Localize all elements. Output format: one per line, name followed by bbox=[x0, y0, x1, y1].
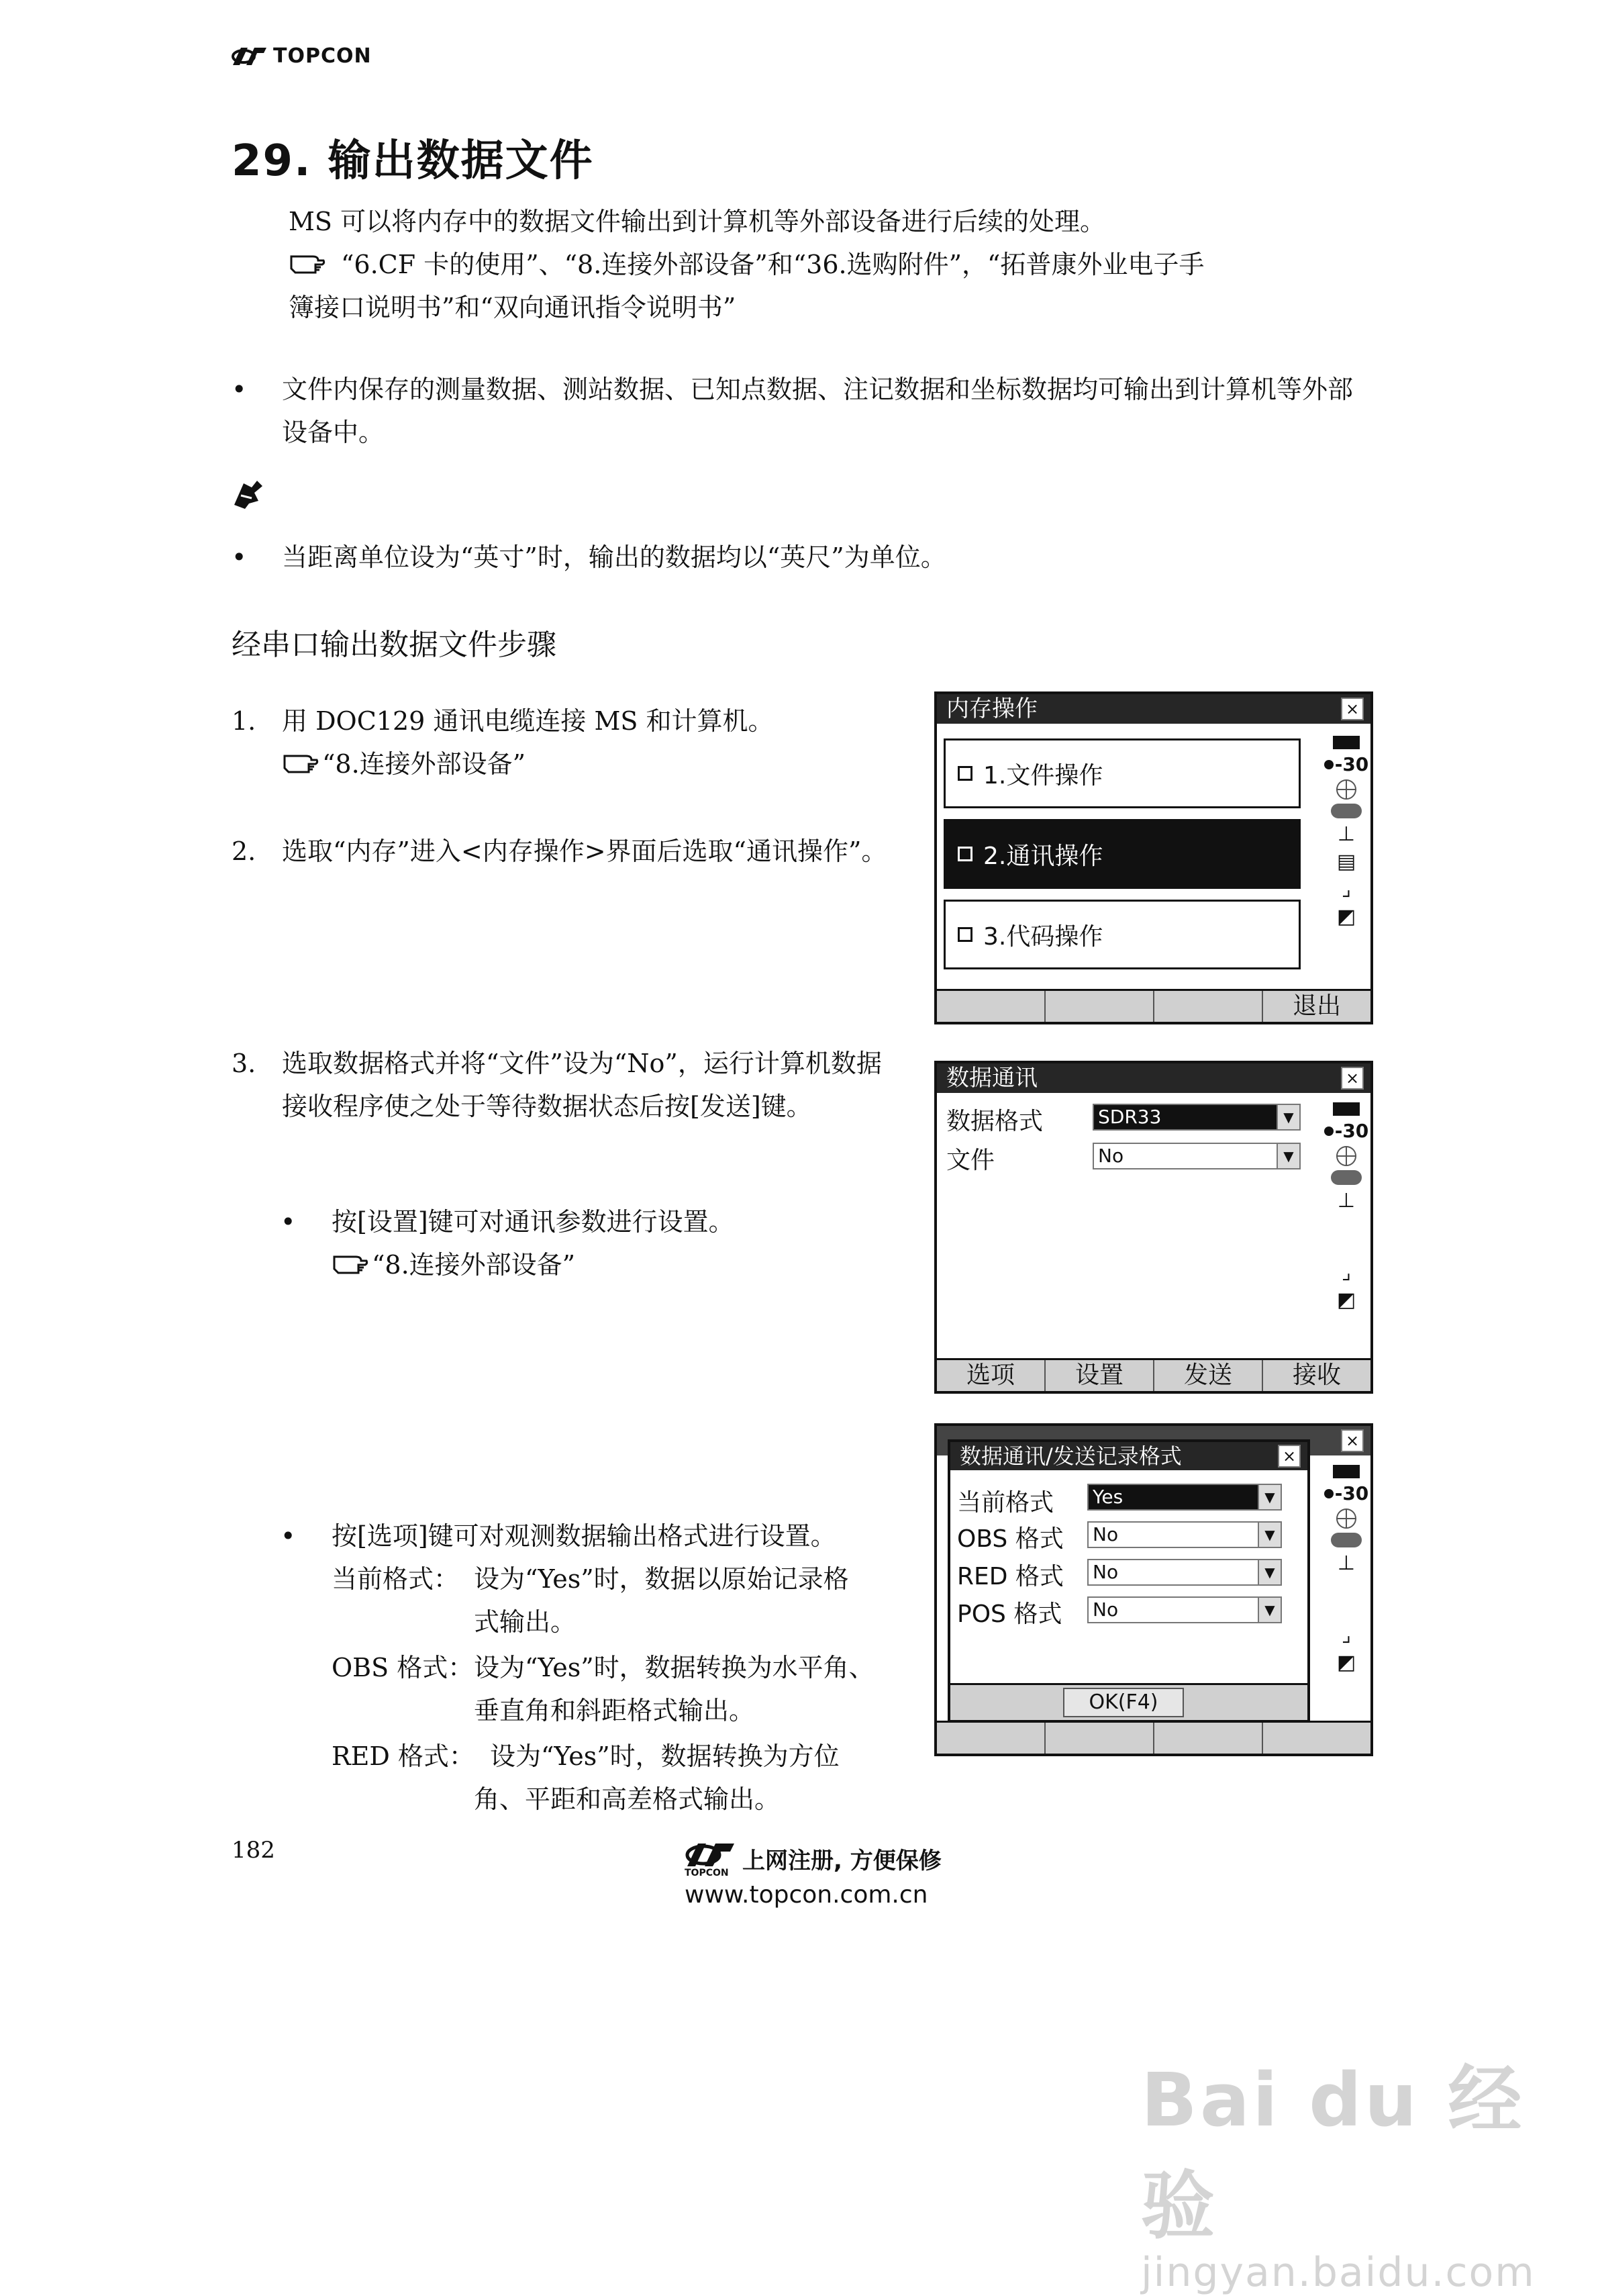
pointing-hand-icon bbox=[332, 1253, 369, 1277]
sub-bullet-line: 按[设置]键可对通讯参数进行设置。 bbox=[332, 1207, 734, 1237]
memory-icon: ⌟ bbox=[1341, 1623, 1352, 1647]
red-format-select[interactable]: No ▼ bbox=[1087, 1559, 1282, 1586]
format-label: 当前格式： bbox=[332, 1564, 460, 1594]
plummet-icon: ⊥ bbox=[1337, 1551, 1356, 1575]
options-softkey[interactable]: 选项 bbox=[937, 1360, 1046, 1391]
settings-softkey[interactable]: 设置 bbox=[1046, 1360, 1154, 1391]
intro-line: MS 可以将内存中的数据文件输出到计算机等外部设备进行后续的处理。 bbox=[289, 207, 1106, 236]
laser-icon bbox=[1331, 1170, 1362, 1185]
bullet-dot: • bbox=[281, 1207, 296, 1237]
format-label: OBS 格式： bbox=[332, 1653, 474, 1682]
bullet-dot: • bbox=[232, 542, 247, 572]
dialog-title: 数据通讯/发送记录格式 bbox=[960, 1443, 1182, 1469]
close-button[interactable]: × bbox=[1341, 698, 1364, 720]
pointing-hand-icon bbox=[289, 252, 326, 277]
step-reference bbox=[282, 743, 899, 785]
send-softkey[interactable]: 发送 bbox=[1154, 1360, 1263, 1391]
page-number: 182 bbox=[232, 1837, 275, 1864]
chevron-down-icon: ▼ bbox=[1258, 1485, 1281, 1509]
format-desc: 设为“Yes”时，数据以原始记录格 bbox=[474, 1564, 849, 1594]
bullet-text: 文件内保存的测量数据、测站数据、已知点数据、注记数据和坐标数据均可输出到计算机等外部设备中。 bbox=[282, 375, 1354, 447]
status-bar bbox=[1326, 1102, 1369, 1312]
softkey-f2[interactable] bbox=[1046, 991, 1154, 1022]
channel-indicator: -30 bbox=[1324, 1120, 1369, 1142]
signal-icon: ◩ bbox=[1336, 1288, 1356, 1312]
softkey-f2[interactable] bbox=[1046, 1723, 1154, 1754]
format-desc: 垂直角和斜距格式输出。 bbox=[474, 1696, 755, 1725]
laser-icon bbox=[1331, 804, 1362, 818]
channel-indicator: -30 bbox=[1324, 753, 1369, 775]
bullet-dot: • bbox=[232, 375, 247, 404]
format-dialog bbox=[948, 1439, 1310, 1723]
obs-format-select[interactable]: No ▼ bbox=[1087, 1521, 1282, 1548]
pointing-hand-icon bbox=[282, 752, 319, 776]
step-number: 1. bbox=[232, 706, 256, 736]
sub-bullet-text: 按[选项]键可对观测数据输出格式进行设置。 bbox=[332, 1521, 836, 1551]
file-label: 文件 bbox=[946, 1147, 995, 1174]
topcon-logo-text: TOPCON bbox=[273, 44, 372, 68]
memory-menu-screen bbox=[934, 691, 1373, 1024]
dialog-close-button[interactable]: × bbox=[1278, 1445, 1301, 1468]
softkey-bar bbox=[937, 1721, 1370, 1754]
screen-title: 内存操作 bbox=[946, 696, 1038, 722]
softkey-bar bbox=[937, 1358, 1370, 1391]
watermark-sub: jingyan.baidu.com bbox=[1141, 2249, 1536, 2296]
status-bar bbox=[1326, 1465, 1369, 1674]
softkey-f3[interactable] bbox=[1154, 1723, 1263, 1754]
softkey-f1[interactable] bbox=[937, 991, 1046, 1022]
step-number: 2. bbox=[232, 836, 256, 866]
signal-icon: ◩ bbox=[1336, 1651, 1356, 1674]
chevron-down-icon: ▼ bbox=[1258, 1598, 1281, 1622]
footer-slogan: 上网注册, 方便保修 bbox=[742, 1847, 942, 1874]
receive-softkey[interactable]: 接收 bbox=[1292, 1361, 1341, 1389]
obs-format-label: OBS 格式 bbox=[957, 1525, 1064, 1553]
reference-line bbox=[289, 243, 1376, 286]
list-icon bbox=[958, 927, 972, 942]
red-format-label: RED 格式 bbox=[957, 1563, 1064, 1590]
format-label: RED 格式： bbox=[332, 1741, 475, 1771]
screen-title: 数据通讯 bbox=[946, 1065, 1038, 1092]
format-desc: 角、平距和高差格式输出。 bbox=[474, 1784, 781, 1814]
pos-format-select[interactable]: No ▼ bbox=[1087, 1596, 1282, 1623]
watermark-main: Bai du 经验 bbox=[1141, 2057, 1525, 2249]
bullet-dot: • bbox=[281, 1521, 296, 1551]
file-select[interactable]: No ▼ bbox=[1093, 1143, 1301, 1169]
battery-icon bbox=[1333, 1102, 1360, 1116]
topcon-logo bbox=[232, 44, 372, 68]
menu-item-label: 3.代码操作 bbox=[983, 922, 1103, 951]
page-title: 29. 输出数据文件 bbox=[232, 136, 594, 186]
format-desc: 设为“Yes”时，数据转换为水平角、 bbox=[474, 1653, 875, 1682]
memory-icon: ⌟ bbox=[1341, 877, 1352, 901]
chevron-down-icon: ▼ bbox=[1277, 1144, 1299, 1168]
tilt-icon bbox=[1336, 779, 1356, 800]
step-text: 选取“内存”进入<内存操作>界面后选取“通讯操作”。 bbox=[282, 836, 887, 866]
menu-item-comm[interactable] bbox=[944, 819, 1301, 889]
exit-softkey[interactable]: 退出 bbox=[1292, 992, 1341, 1020]
battery-icon bbox=[1333, 736, 1360, 749]
bullet-text: 当距离单位设为“英寸”时，输出的数据均以“英尺”为单位。 bbox=[282, 542, 946, 572]
record-format-screen bbox=[934, 1423, 1373, 1756]
footer-brand: TOPCON bbox=[685, 1868, 729, 1878]
intro bbox=[289, 200, 1376, 329]
reference-text: “6.CF 卡的使用”、“8.连接外部设备”和“36.选购附件”，“拓普康外业电子手 bbox=[341, 250, 1205, 279]
memory-icon: ⌟ bbox=[1341, 1261, 1352, 1284]
data-comm-screen bbox=[934, 1061, 1373, 1394]
step-text bbox=[282, 700, 899, 785]
chevron-down-icon: ▼ bbox=[1277, 1105, 1299, 1129]
step-number: 3. bbox=[232, 1049, 256, 1078]
menu-item-code[interactable] bbox=[944, 900, 1301, 969]
dialog-titlebar bbox=[950, 1442, 1307, 1470]
tilt-icon bbox=[1336, 1146, 1356, 1166]
laser-icon bbox=[1331, 1533, 1362, 1547]
battery-icon bbox=[1333, 1465, 1360, 1478]
screen-titlebar bbox=[937, 1063, 1370, 1093]
folder-icon bbox=[958, 766, 972, 781]
section-title: 经串口输出数据文件步骤 bbox=[232, 628, 556, 662]
data-format-label: 数据格式 bbox=[946, 1108, 1044, 1135]
softkey-f4[interactable] bbox=[1263, 1723, 1370, 1754]
footer bbox=[685, 1839, 942, 1909]
plummet-icon: ⊥ bbox=[1337, 1189, 1356, 1212]
data-format-select[interactable]: SDR33 ▼ bbox=[1093, 1104, 1301, 1131]
current-format-label: 当前格式 bbox=[957, 1489, 1054, 1517]
tilt-icon bbox=[1336, 1509, 1356, 1529]
close-button[interactable]: × bbox=[1341, 1067, 1364, 1090]
softkey-f1[interactable] bbox=[937, 1723, 1046, 1754]
ok-button[interactable]: OK(F4) bbox=[1063, 1688, 1184, 1717]
menu-item-label: 2.通讯操作 bbox=[983, 842, 1103, 870]
topcon-logo-icon bbox=[232, 45, 268, 68]
sub-bullet-text bbox=[332, 1200, 909, 1286]
signal-icon: ◩ bbox=[1336, 905, 1356, 928]
reference-text-cont: 簿接口说明书”和“双向通讯指令说明书” bbox=[289, 293, 736, 322]
chevron-down-icon: ▼ bbox=[1258, 1560, 1281, 1584]
sub-bullet-reference-text: “8.连接外部设备” bbox=[372, 1250, 576, 1280]
format-desc: 式输出。 bbox=[474, 1607, 577, 1637]
input-mode-icon: ▤ bbox=[1336, 850, 1356, 873]
menu-item-label: 1.文件操作 bbox=[983, 761, 1103, 790]
pos-format-label: POS 格式 bbox=[957, 1600, 1062, 1628]
status-bar bbox=[1326, 736, 1369, 928]
softkey-f3[interactable] bbox=[1154, 991, 1263, 1022]
current-format-select[interactable]: Yes ▼ bbox=[1087, 1484, 1282, 1511]
step-reference-text: “8.连接外部设备” bbox=[322, 749, 526, 779]
step-text-line: 用 DOC129 通讯电缆连接 MS 和计算机。 bbox=[282, 706, 774, 736]
softkey-bar bbox=[937, 989, 1370, 1022]
dialog-button-bar bbox=[950, 1683, 1307, 1720]
comm-icon bbox=[958, 847, 972, 861]
channel-indicator: -30 bbox=[1324, 1482, 1369, 1504]
plummet-icon: ⊥ bbox=[1337, 822, 1356, 846]
note-icon bbox=[232, 478, 265, 510]
footer-url[interactable]: www.topcon.com.cn bbox=[685, 1881, 928, 1909]
sub-bullet-reference bbox=[332, 1243, 909, 1286]
baidu-watermark bbox=[1141, 2041, 1598, 2296]
close-button[interactable]: × bbox=[1341, 1429, 1364, 1452]
menu-item-file[interactable] bbox=[944, 738, 1301, 808]
step-text: 选取数据格式并将“文件”设为“No”，运行计算机数据接收程序使之处于等待数据状态后按[发送]键。 bbox=[282, 1049, 882, 1121]
format-desc: 设为“Yes”时，数据转换为方位 bbox=[490, 1741, 840, 1771]
chevron-down-icon: ▼ bbox=[1258, 1523, 1281, 1547]
screen-titlebar bbox=[937, 694, 1370, 724]
